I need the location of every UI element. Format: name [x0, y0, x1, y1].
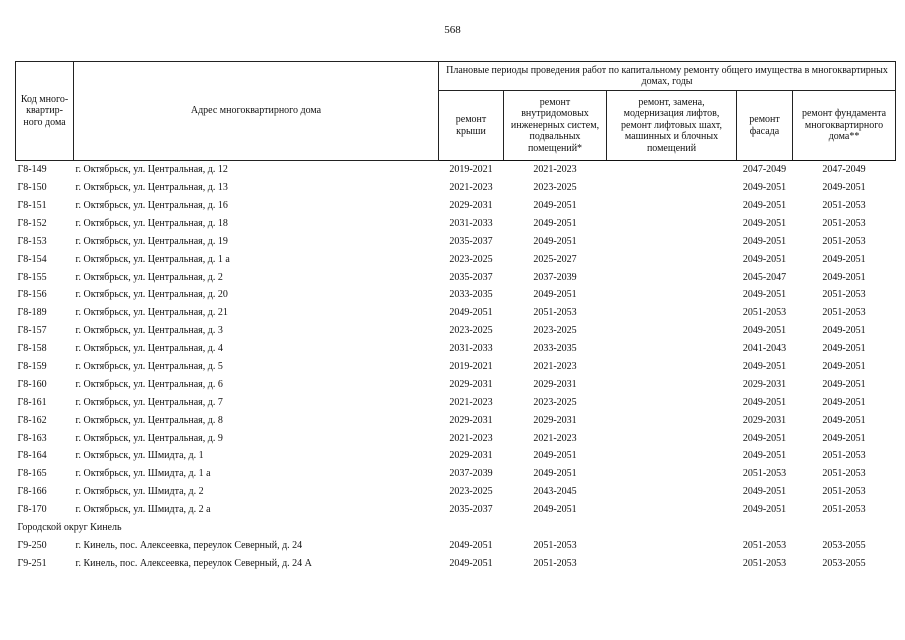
cell-roof: 2035-2037: [449, 504, 493, 516]
table-row: [16, 161, 896, 179]
header-systems: ремонт внутридомовых инженерных систем, подвальных помещений*: [504, 91, 607, 161]
cell-foundation: 2049-2051: [822, 396, 866, 408]
cell-lifts: [607, 286, 737, 304]
table-row: [16, 215, 896, 233]
cell-foundation: 2047-2049: [822, 164, 866, 176]
cell-facade: 2049-2051: [742, 289, 787, 301]
cell-lifts: [607, 394, 737, 412]
cell-code: Г8-159: [17, 360, 47, 372]
cell-code: Г8-189: [17, 307, 47, 319]
table-row: [16, 429, 896, 447]
cell-roof: 2037-2039: [449, 468, 493, 480]
cell-address: г. Октябрьск, ул. Шмидта, д. 1 а: [75, 468, 211, 480]
table-row: [16, 447, 896, 465]
cell-facade: 2049-2051: [742, 199, 787, 211]
cell-roof: 2023-2025: [449, 253, 493, 265]
cell-systems: 2021-2023: [533, 360, 577, 372]
cell-foundation: 2051-2053: [822, 486, 866, 498]
cell-address: г. Октябрьск, ул. Центральная, д. 21: [75, 307, 228, 319]
cell-foundation: 2049-2051: [822, 378, 866, 390]
cell-roof: 2029-2031: [449, 414, 493, 426]
table-row: [16, 483, 896, 501]
cell-lifts: [607, 250, 737, 268]
cell-lifts: [607, 483, 737, 501]
header-address: Адрес многоквартирного дома: [74, 62, 439, 161]
cell-lifts: [607, 376, 737, 394]
cell-facade: 2049-2051: [742, 360, 787, 372]
cell-code: Г8-161: [17, 396, 47, 408]
cell-facade: 2049-2051: [742, 217, 787, 229]
cell-address: г. Октябрьск, ул. Центральная, д. 6: [75, 378, 223, 390]
table-row: [16, 376, 896, 394]
header-facade: ремонт фасада: [737, 91, 793, 161]
cell-roof: 2031-2033: [449, 217, 493, 229]
cell-facade: 2049-2051: [742, 504, 787, 516]
cell-code: Г8-165: [17, 468, 47, 480]
cell-systems: 2021-2023: [533, 164, 577, 176]
cell-systems: 2029-2031: [533, 414, 577, 426]
cell-facade: 2049-2051: [742, 235, 787, 247]
cell-systems: 2049-2051: [533, 235, 577, 247]
cell-systems: 2043-2045: [533, 486, 577, 498]
cell-systems: 2049-2051: [533, 468, 577, 480]
cell-systems: 2051-2053: [533, 307, 577, 319]
header-periods: Плановые периоды проведения работ по капитальному ремонту общего имущества в многоквартирных домах, годы: [439, 62, 896, 91]
cell-foundation: 2049-2051: [822, 271, 866, 283]
cell-roof: 2019-2021: [449, 164, 493, 176]
cell-lifts: [607, 161, 737, 179]
table-row: [16, 340, 896, 358]
cell-foundation: 2049-2051: [822, 325, 866, 337]
cell-lifts: [607, 197, 737, 215]
cell-roof: 2035-2037: [449, 235, 493, 247]
cell-roof: 2031-2033: [449, 343, 493, 355]
cell-address: г. Кинель, пос. Алексеевка, переулок Северный, д. 24 А: [75, 557, 312, 569]
cell-roof: 2029-2031: [449, 199, 493, 211]
table-header: [16, 62, 896, 161]
cell-lifts: [607, 465, 737, 483]
cell-lifts: [607, 501, 737, 519]
cell-code: Г9-251: [17, 557, 47, 569]
cell-facade: 2049-2051: [742, 432, 787, 444]
cell-code: Г8-157: [17, 325, 47, 337]
cell-code: Г8-153: [17, 235, 47, 247]
table-row: [16, 268, 896, 286]
cell-code: Г8-158: [17, 343, 47, 355]
cell-facade: 2047-2049: [742, 164, 787, 176]
cell-foundation: 2049-2051: [822, 182, 866, 194]
cell-facade: 2049-2051: [742, 450, 787, 462]
cell-lifts: [607, 429, 737, 447]
cell-address: г. Октябрьск, ул. Центральная, д. 4: [75, 343, 223, 355]
cell-code: Г8-162: [17, 414, 47, 426]
cell-address: г. Октябрьск, ул. Центральная, д. 18: [75, 217, 228, 229]
cell-code: Г8-154: [17, 253, 47, 265]
table-row: [16, 465, 896, 483]
cell-foundation: 2049-2051: [822, 343, 866, 355]
cell-foundation: 2051-2053: [822, 468, 866, 480]
cell-systems: 2049-2051: [533, 450, 577, 462]
cell-systems: 2049-2051: [533, 504, 577, 516]
cell-foundation: 2053-2055: [822, 557, 866, 569]
cell-code: Г8-164: [17, 450, 47, 462]
cell-facade: 2051-2053: [742, 468, 787, 480]
cell-lifts: [607, 179, 737, 197]
cell-roof: 2023-2025: [449, 325, 493, 337]
cell-roof: 2019-2021: [449, 360, 493, 372]
cell-address: г. Кинель, пос. Алексеевка, переулок Северный, д. 24: [75, 539, 303, 551]
cell-address: г. Октябрьск, ул. Шмидта, д. 2: [75, 486, 204, 498]
cell-code: Г8-156: [17, 289, 47, 301]
cell-roof: 2049-2051: [449, 307, 493, 319]
cell-systems: 2023-2025: [533, 182, 577, 194]
cell-foundation: 2053-2055: [822, 539, 866, 551]
cell-code: Г8-163: [17, 432, 47, 444]
cell-systems: 2049-2051: [533, 217, 577, 229]
table-row: [16, 322, 896, 340]
cell-foundation: 2049-2051: [822, 253, 866, 265]
cell-address: г. Октябрьск, ул. Центральная, д. 2: [75, 271, 223, 283]
cell-lifts: [607, 447, 737, 465]
cell-facade: 2029-2031: [742, 414, 787, 426]
cell-roof: 2021-2023: [449, 396, 493, 408]
header-lifts: ремонт, замена, модернизация лифтов, ремонт лифтовых шахт, машинных и блочных помещений: [607, 91, 737, 161]
cell-facade: 2045-2047: [742, 271, 787, 283]
cell-roof: 2049-2051: [449, 539, 493, 551]
region-row: [16, 519, 896, 537]
cell-lifts: [607, 233, 737, 251]
cell-systems: 2033-2035: [533, 343, 577, 355]
table-row: [16, 250, 896, 268]
cell-code: Г8-151: [17, 199, 47, 211]
cell-systems: 2025-2027: [533, 253, 577, 265]
table-row: [16, 501, 896, 519]
cell-lifts: [607, 215, 737, 233]
cell-code: Г8-155: [17, 271, 47, 283]
cell-roof: 2033-2035: [449, 289, 493, 301]
cell-systems: 2049-2051: [533, 289, 577, 301]
table-row: [16, 304, 896, 322]
cell-lifts: [607, 268, 737, 286]
cell-systems: 2051-2053: [533, 557, 577, 569]
cell-code: Г8-160: [17, 378, 47, 390]
cell-systems: 2049-2051: [533, 199, 577, 211]
cell-lifts: [607, 537, 737, 555]
cell-lifts: [607, 322, 737, 340]
cell-foundation: 2051-2053: [822, 307, 866, 319]
region-label: Городской округ Кинель: [17, 522, 122, 533]
table-row: [16, 197, 896, 215]
table-row: [16, 394, 896, 412]
cell-address: г. Октябрьск, ул. Шмидта, д. 2 а: [75, 504, 211, 516]
table-row: [16, 179, 896, 197]
cell-systems: 2051-2053: [533, 539, 577, 551]
cell-code: Г8-170: [17, 504, 47, 516]
page-number: 568: [444, 24, 461, 36]
cell-foundation: 2051-2053: [822, 199, 866, 211]
cell-facade: 2051-2053: [742, 539, 787, 551]
cell-code: Г8-166: [17, 486, 47, 498]
cell-address: г. Октябрьск, ул. Центральная, д. 8: [75, 414, 223, 426]
cell-roof: 2021-2023: [449, 432, 493, 444]
cell-address: г. Октябрьск, ул. Шмидта, д. 1: [75, 450, 204, 462]
cell-roof: 2049-2051: [449, 557, 493, 569]
table-row: [16, 537, 896, 555]
cell-lifts: [607, 555, 737, 573]
cell-code: Г8-149: [17, 164, 47, 176]
cell-systems: 2023-2025: [533, 396, 577, 408]
cell-address: г. Октябрьск, ул. Центральная, д. 1 а: [75, 253, 230, 265]
cell-roof: 2029-2031: [449, 450, 493, 462]
cell-facade: 2051-2053: [742, 307, 787, 319]
table-row: [16, 411, 896, 429]
cell-address: г. Октябрьск, ул. Центральная, д. 3: [75, 325, 223, 337]
cell-roof: 2035-2037: [449, 271, 493, 283]
table-row: [16, 233, 896, 251]
table-row: [16, 555, 896, 573]
cell-lifts: [607, 411, 737, 429]
cell-lifts: [607, 304, 737, 322]
cell-address: г. Октябрьск, ул. Центральная, д. 19: [75, 235, 228, 247]
cell-code: Г8-150: [17, 182, 47, 194]
table-row: [16, 286, 896, 304]
schedule-table: [15, 61, 896, 572]
cell-foundation: 2051-2053: [822, 217, 866, 229]
cell-address: г. Октябрьск, ул. Центральная, д. 13: [75, 182, 228, 194]
cell-address: г. Октябрьск, ул. Центральная, д. 9: [75, 432, 223, 444]
cell-code: Г8-152: [17, 217, 47, 229]
cell-lifts: [607, 340, 737, 358]
cell-foundation: 2049-2051: [822, 414, 866, 426]
cell-roof: 2021-2023: [449, 182, 493, 194]
cell-address: г. Октябрьск, ул. Центральная, д. 7: [75, 396, 223, 408]
cell-foundation: 2051-2053: [822, 450, 866, 462]
cell-facade: 2049-2051: [742, 182, 787, 194]
cell-facade: 2049-2051: [742, 253, 787, 265]
cell-roof: 2023-2025: [449, 486, 493, 498]
cell-facade: 2029-2031: [742, 378, 787, 390]
cell-roof: 2029-2031: [449, 378, 493, 390]
cell-facade: 2049-2051: [742, 325, 787, 337]
cell-facade: 2041-2043: [742, 343, 787, 355]
cell-address: г. Октябрьск, ул. Центральная, д. 16: [75, 199, 228, 211]
cell-address: г. Октябрьск, ул. Центральная, д. 5: [75, 360, 223, 372]
header-roof: ремонт крыши: [439, 91, 504, 161]
cell-foundation: 2051-2053: [822, 289, 866, 301]
table-body: [16, 161, 896, 573]
cell-systems: 2029-2031: [533, 378, 577, 390]
cell-systems: 2023-2025: [533, 325, 577, 337]
cell-foundation: 2051-2053: [822, 235, 866, 247]
cell-address: г. Октябрьск, ул. Центральная, д. 20: [75, 289, 228, 301]
cell-address: г. Октябрьск, ул. Центральная, д. 12: [75, 164, 228, 176]
header-foundation: ремонт фундамента многоквартирного дома**: [793, 91, 896, 161]
cell-foundation: 2049-2051: [822, 432, 866, 444]
cell-lifts: [607, 358, 737, 376]
cell-facade: 2049-2051: [742, 396, 787, 408]
cell-foundation: 2051-2053: [822, 504, 866, 516]
cell-facade: 2049-2051: [742, 486, 787, 498]
cell-systems: 2037-2039: [533, 271, 577, 283]
cell-systems: 2021-2023: [533, 432, 577, 444]
cell-facade: 2051-2053: [742, 557, 787, 569]
table-row: [16, 358, 896, 376]
cell-code: Г9-250: [17, 539, 47, 551]
header-code: Код много- квартир- ного дома: [16, 62, 74, 161]
cell-foundation: 2049-2051: [822, 360, 866, 372]
